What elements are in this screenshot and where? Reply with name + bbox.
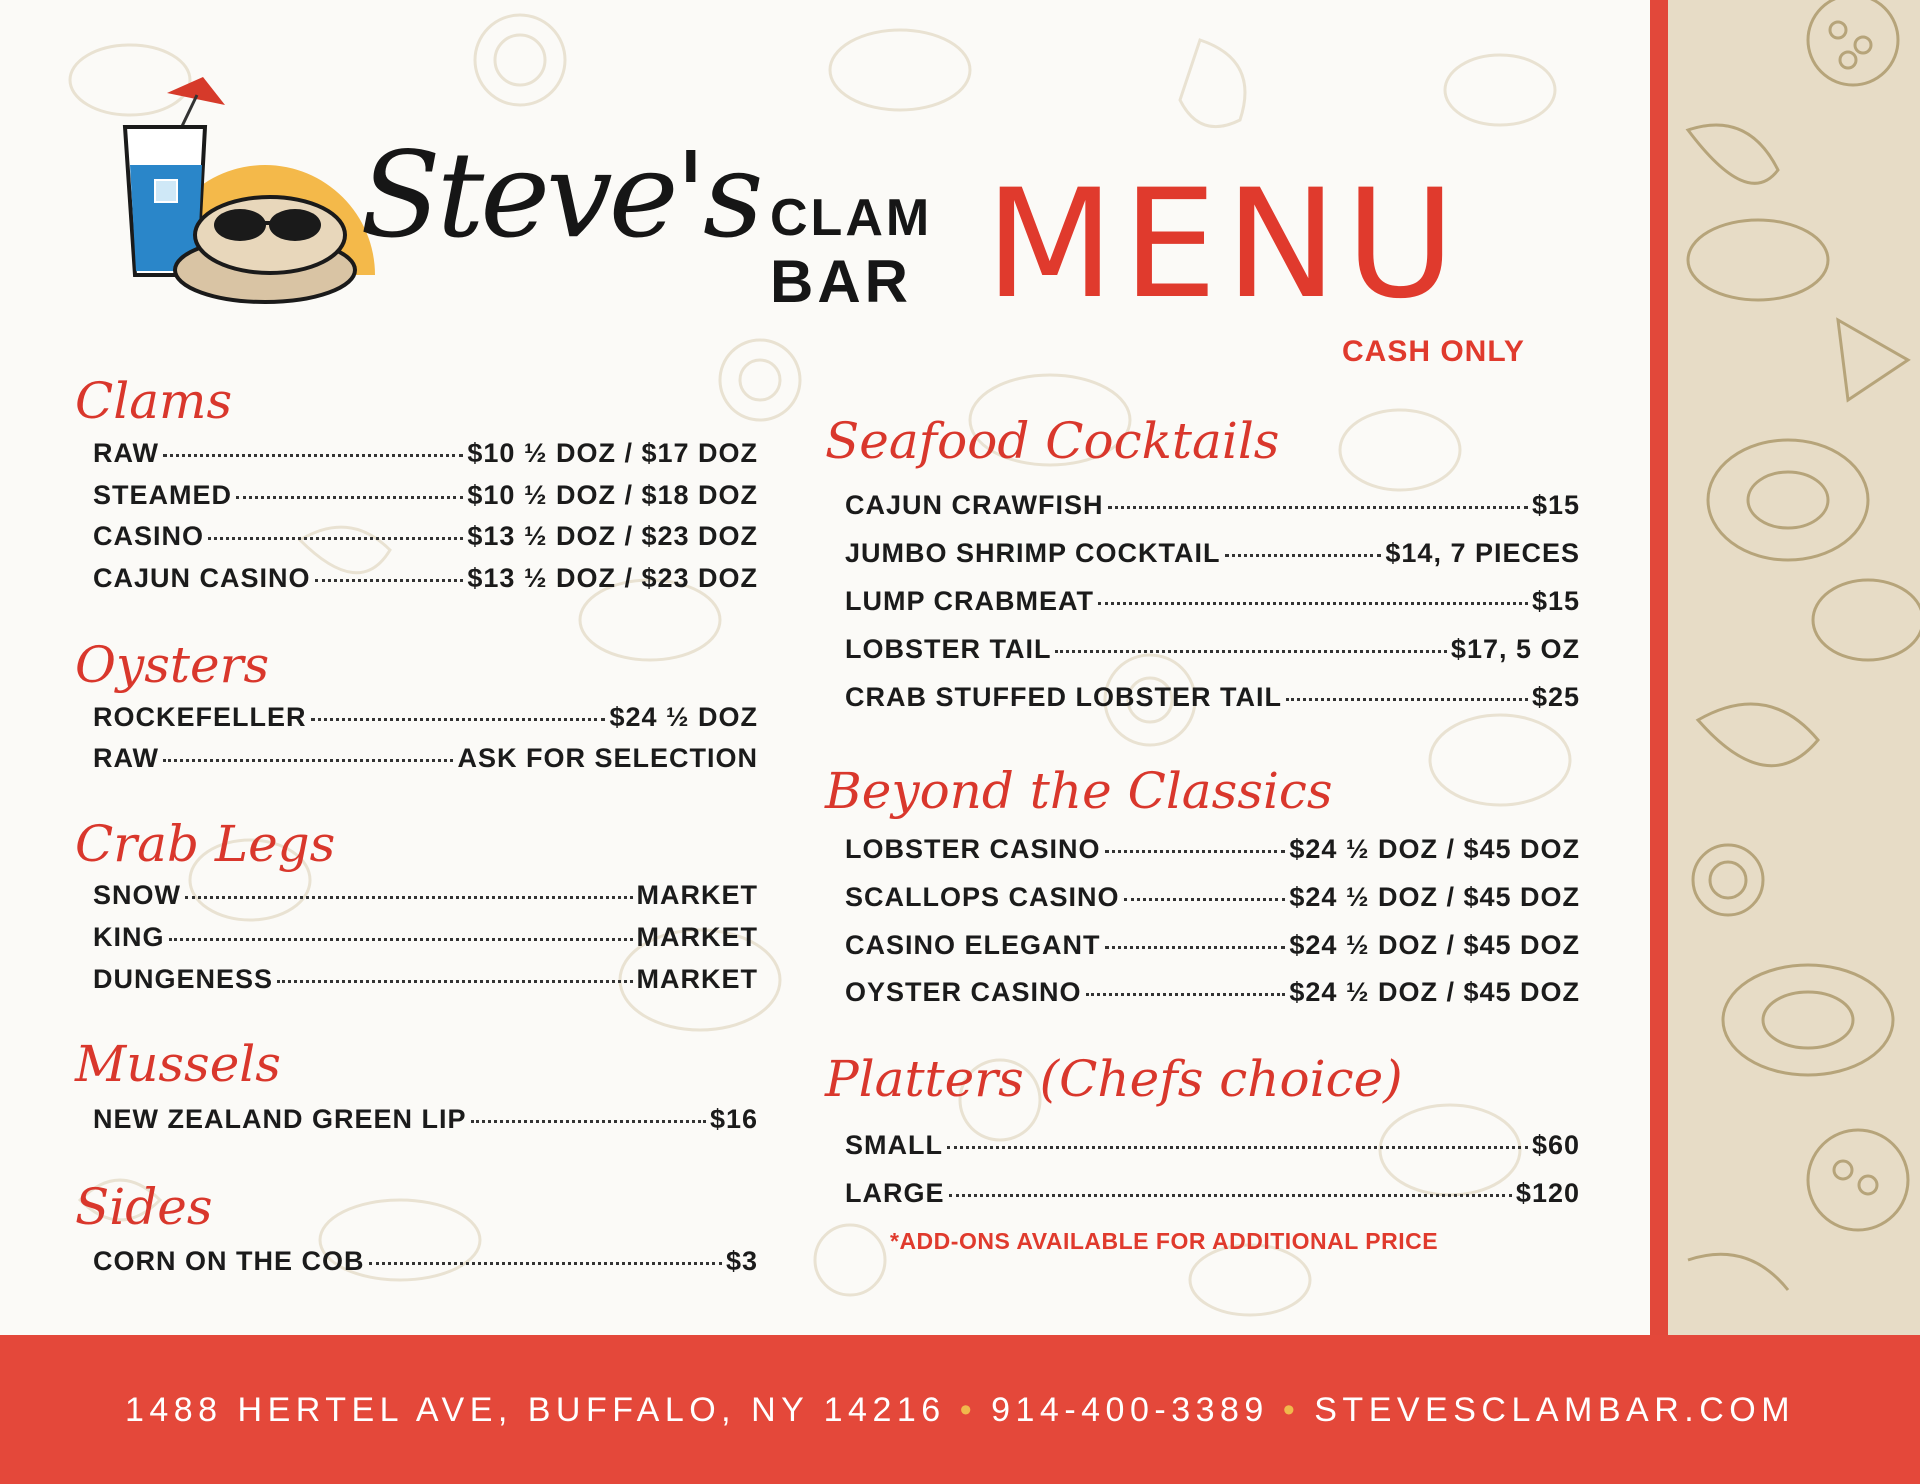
menu-item: ROCKEFELLER $24 ½ DOZ	[93, 702, 758, 732]
footer-contact-line	[0, 1391, 1920, 1430]
footer-separator: •	[959, 1391, 978, 1429]
section-heading-sides: Sides	[75, 1178, 213, 1236]
menu-item: STEAMED $10 ½ DOZ / $18 DOZ	[93, 480, 758, 510]
brand-clam-word: CLAM	[770, 189, 933, 247]
footer-website: STEVESCLAMBAR.COM	[1314, 1391, 1796, 1429]
section-heading-crab-legs: Crab Legs	[75, 815, 336, 873]
brand-script-name: Steve's	[360, 126, 760, 264]
menu-item: RAW $10 ½ DOZ / $17 DOZ	[93, 438, 758, 468]
menu-item: CAJUN CRAWFISH $15	[845, 490, 1580, 520]
menu-item: DUNGENESS MARKET	[93, 964, 758, 994]
menu-item: RAW ASK FOR SELECTION	[93, 743, 758, 773]
footer-bar	[0, 1335, 1920, 1484]
addon-note: *ADD-ONS AVAILABLE FOR ADDITIONAL PRICE	[890, 1228, 1439, 1254]
menu-item: CORN ON THE COB $3	[93, 1246, 758, 1276]
menu-item: CASINO $13 ½ DOZ / $23 DOZ	[93, 521, 758, 551]
menu-item: OYSTER CASINO $24 ½ DOZ / $45 DOZ	[845, 977, 1580, 1007]
menu-item: CAJUN CASINO $13 ½ DOZ / $23 DOZ	[93, 563, 758, 593]
logo-illustration	[85, 75, 375, 305]
cash-only-note: CASH ONLY	[1342, 335, 1525, 368]
menu-item: KING MARKET	[93, 922, 758, 952]
menu-item: NEW ZEALAND GREEN LIP $16	[93, 1104, 758, 1134]
menu-item: LUMP CRABMEAT $15	[845, 586, 1580, 616]
menu-item: CASINO ELEGANT $24 ½ DOZ / $45 DOZ	[845, 930, 1580, 960]
section-heading-platters: Platters (Chefs choice)	[825, 1050, 1403, 1108]
menu-item: SCALLOPS CASINO $24 ½ DOZ / $45 DOZ	[845, 882, 1580, 912]
menu-item: SMALL $60	[845, 1130, 1580, 1160]
menu-item: LOBSTER CASINO $24 ½ DOZ / $45 DOZ	[845, 834, 1580, 864]
brand-bar-word: BAR	[770, 248, 912, 315]
section-heading-beyond-the-classics: Beyond the Classics	[825, 762, 1333, 820]
menu-item: CRAB STUFFED LOBSTER TAIL $25	[845, 682, 1580, 712]
menu-title: MENU	[985, 158, 1464, 332]
footer-separator: •	[1282, 1391, 1301, 1429]
side-seafood-panel	[1668, 0, 1920, 1335]
menu-item: LOBSTER TAIL $17, 5 OZ	[845, 634, 1580, 664]
section-heading-clams: Clams	[75, 372, 233, 430]
section-heading-seafood-cocktails: Seafood Cocktails	[825, 412, 1280, 470]
menu-item: JUMBO SHRIMP COCKTAIL $14, 7 PIECES	[845, 538, 1580, 568]
footer-address: 1488 HERTEL AVE, BUFFALO, NY 14216	[124, 1391, 946, 1429]
side-stripe	[1650, 0, 1668, 1335]
menu-item: LARGE $120	[845, 1178, 1580, 1208]
section-heading-oysters: Oysters	[75, 636, 270, 694]
menu-item: SNOW MARKET	[93, 880, 758, 910]
section-heading-mussels: Mussels	[75, 1035, 281, 1093]
footer-phone: 914-400-3389	[991, 1391, 1269, 1429]
